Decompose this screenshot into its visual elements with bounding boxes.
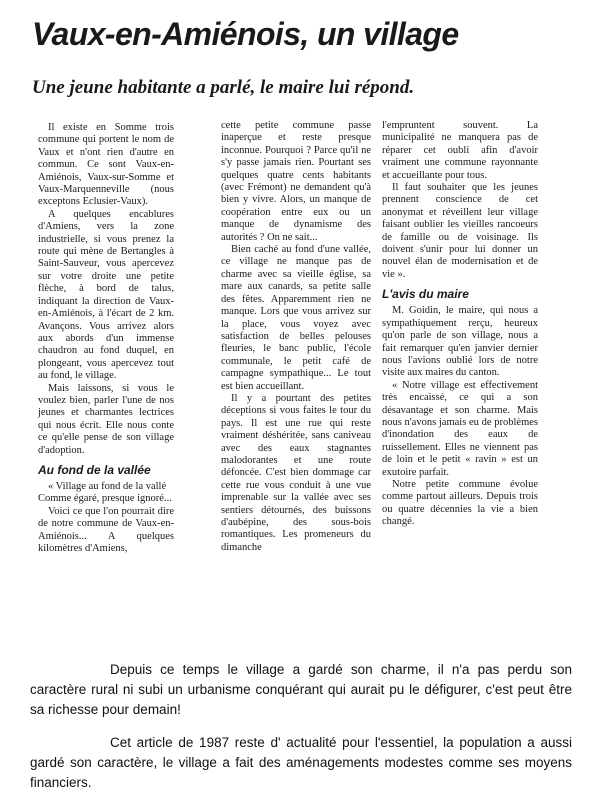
- article-column-3: [382, 120, 538, 529]
- article-column-1: [38, 122, 174, 555]
- paragraph: cette petite commune passe inaperçue et reste presque inconnue. Pourquoi ? Parce qu'il ne s'y passe jamais rien. Pourtant ses quelques quatre cents habitants (avec Frémont) ne demandent qu'à bien y vivre. Alors, un manque de coopération entre eux ou un manque de dynamisme des autorités ? On ne sait...: [221, 120, 371, 243]
- commentary-paragraph: Depuis ce temps le village a gardé son charme, il n'a pas perdu son caractère rural ni subi un urbanisme conquérant qui aurait pu le défigurer, c'est peut être sa richesse pour demain!: [30, 662, 572, 717]
- paragraph: Notre petite commune évolue comme partout ailleurs. Depuis trois ou quatre décennies la vie a bien changé.: [382, 478, 538, 528]
- section-heading-maire: L'avis du maire: [382, 287, 469, 302]
- paragraph: Il y a pourtant des petites déceptions si vous faites le tour du pays. Il est une rue qui reste vraiment déshéritée, sans caniveau avec des eaux stagnantes malodorantes et une route défoncée. C'est bien dommage car cette rue vous conduit à une vue imprenable sur la vallée avec ses sentiers détournés, des buissons d'aubépine, des sous-bois romantiques. Les promeneurs du dimanche: [221, 392, 371, 553]
- paragraph: l'empruntent souvent. La municipalité ne manquera pas de réparer cet oubli afin d'avoir vraiment une commune rayonnante et accueillante pour tous.: [382, 120, 538, 181]
- paragraph: A quelques encablures d'Amiens, vers la zone industrielle, si vous prenez la route qui mène de Bertangles à Saint-Sauveur, vous apercevez sur votre droite une petite flèche, à bord de talus, indiquant la direction de Vaux-en-Amiénois, à l'écart de 2 km. Avançons. Vous arrivez alors aux abords d'un immense chaudron au fond duquel, en plongeant, vous apercevez tout au fond, le village.: [38, 208, 174, 382]
- commentary-footer: [0, 660, 600, 806]
- article-column-2: [221, 120, 371, 554]
- newspaper-clipping: [14, 12, 582, 624]
- section-heading-vallee: Au fond de la vallée: [38, 462, 151, 477]
- paragraph: « Village au fond de la vallé: [48, 480, 167, 492]
- article-subheadline: Une jeune habitante a parlé, le maire lui répond.: [32, 77, 415, 98]
- commentary-paragraph: Cet article de 1987 reste d' actualité pour l'essentiel, la population a aussi gardé son caractère, le village a fait des aménagements modestes comme ses moyens financiers.: [30, 735, 572, 790]
- paragraph: « Notre village est effectivement très encaissé, ce qui a son désavantage et son charme. Mais nous n'avons jamais eu de problèmes d'inondation des eaux de ruissellement. Elles ne viennent pas de loin et le petit « ravin » est un exutoire parfait.: [382, 379, 538, 478]
- paragraph: Il existe en Somme trois commune qui portent le nom de Vaux et n'ont rien d'autre en commun. Ce sont Vaux-en-Amiénois, Vaux-sur-Somme et Vaux-Marquenneville (nous exceptons Eclusier-Vaux).: [38, 122, 174, 208]
- paragraph: M. Goidin, le maire, qui nous a sympathiquement rerçu, heureux qu'on parle de son village, nous a fait remarquer qu'en janvier dernier nous l'avions oublié lors de notre visite aux maires du canton.: [382, 305, 538, 379]
- paragraph: Bien caché au fond d'une vallée, ce village ne manque pas de charme avec sa vieille église, sa mare aux canards, sa petite salle des fêtes. Apparemment rien ne manque. Lors que vous arrivez sur la place, vous voyez avec satisfaction de belles pelouses fleuries, le banc public, l'école communale, le petit café de campagne sympathique... Le tout est bien accueillant.: [221, 244, 371, 392]
- paragraph: Il faut souhaiter que les jeunes prennent conscience de cet anonymat et réveillent leur village faisant oublier les vieilles rancoeurs de famille ou de voisinage. Ils doivent s'unir pour lui donner un nouvel élan de modernisation et de vie ».: [382, 182, 538, 280]
- paragraph: Mais laissons, si vous le voulez bien, parler l'une de nos jeunes et charmantes lectrices qui nous écrit. Elle nous conte ce qu'elle pense de son village d'adoption.: [38, 382, 174, 456]
- paragraph: Comme égaré, presque ignoré...: [38, 493, 172, 505]
- paragraph: Voici ce que l'on pourrait dire de notre commune de Vaux-en-Amiénois... A quelques kilomètres d'Amiens,: [38, 505, 174, 554]
- article-headline: Vaux-en-Amiénois, un village: [32, 16, 459, 52]
